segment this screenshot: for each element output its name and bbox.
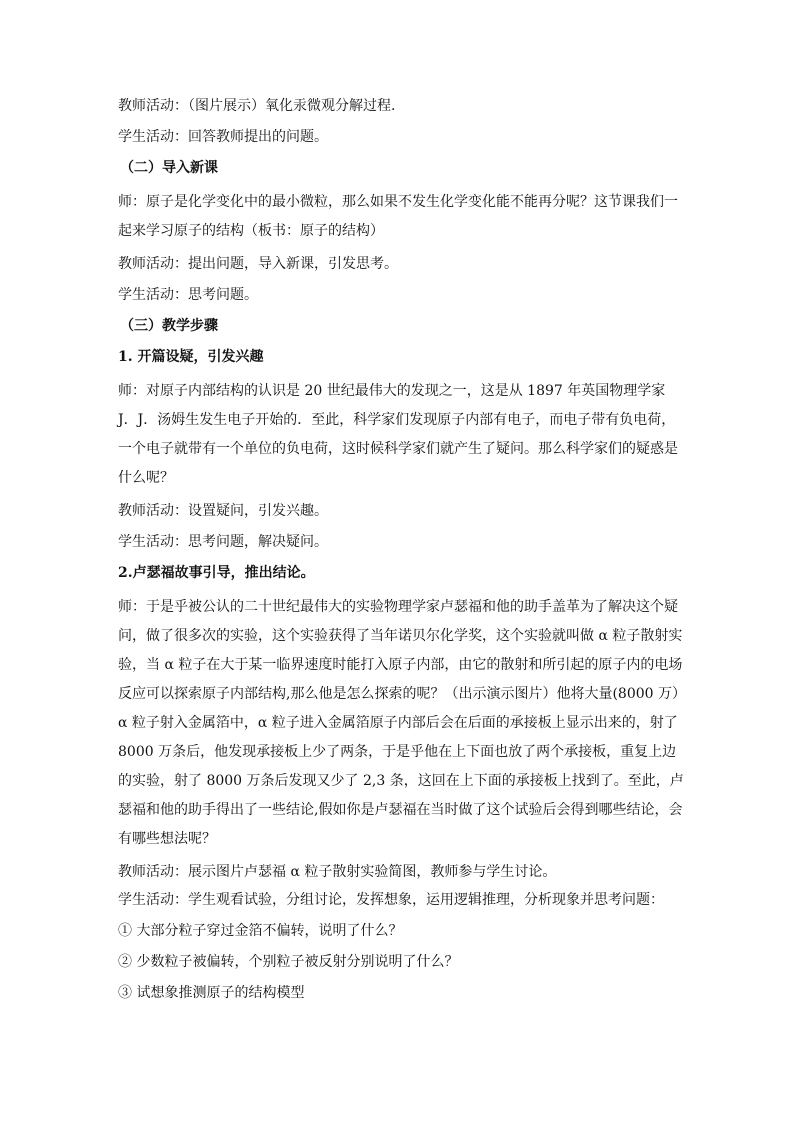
teacher-activity-3: 教师活动：设置疑问，引发兴趣。 <box>118 503 328 519</box>
student-activity-2: 学生活动：思考问题。 <box>118 287 258 303</box>
step-heading-1: 1. 开篇设疑，引发兴趣 <box>118 349 264 365</box>
question-2: ② 少数粒子被偏转，个别粒子被反射分别说明了什么？ <box>118 954 459 970</box>
teacher-paragraph-2: 师：对原子内部结构的认识是 20 世纪最伟大的发现之一，这是从 1897 年英国物理学家 J．J．汤姆生发生电子开始的．至此，科学家们发现原子内部有电子，而电子带有负电荷，一个电子就带有一个单位的负电荷，这时候科学家们就产生了疑问。那么科学家们的疑惑是什么呢？ <box>118 383 678 486</box>
section-heading-3: （三）教学步骤 <box>120 318 218 334</box>
document-page <box>118 96 686 1003</box>
section-heading-2: （二）导入新课 <box>120 160 218 176</box>
teacher-paragraph-3: 师：于是乎被公认的二十世纪最伟大的实验物理学家卢瑟福和他的助手盖革为了解决这个疑问，做了很多次的实验，这个实验获得了当年诺贝尔化学奖，这个实验就叫做 α 粒子散射实验，当 α 粒子在大于某一临界速度时能打入原子内部，由它的散射和所引起的原子内的电场反应可以探索原子内部结构,那么他是怎么探索的呢？（出示演示图片）他将大量(8000 万）α 粒子射入金属箔中，α 粒子进入金属箔原子内部后会在后面的承接板上显示出来的，射了 8000 万条后，他发现承接板上少了两条，于是乎他在上下面也放了两个承接板，重复上边的实验，射了 8000 万条后发现又少了 2,3 条，这回在上下面的承接板上找到了。至此，卢瑟福和他的助手得出了一些结论,假如你是卢瑟福在当时做了这个试验后会得到哪些结论，会有哪些想法呢？ <box>118 599 686 847</box>
question-1: ① 大部分粒子穿过金箔不偏转，说明了什么？ <box>118 923 403 939</box>
teacher-paragraph-1: 师：原子是化学变化中的最小微粒，那么如果不发生化学变化能不能再分呢？这节课我们一起来学习原子的结构（板书：原子的结构） <box>118 194 678 239</box>
student-activity-1: 学生活动：回答教师提出的问题。 <box>118 129 328 145</box>
teacher-activity-1: 教师活动：（图片展示）氧化汞微观分解过程. <box>118 98 396 114</box>
teacher-activity-4: 教师活动：展示图片卢瑟福 α 粒子散射实验简图，教师参与学生讨论。 <box>118 864 557 880</box>
student-activity-4: 学生活动：学生观看试验，分组讨论，发挥想象，运用逻辑推理，分析现象并思考问题： <box>118 892 664 908</box>
question-3: ③ 试想象推测原子的结构模型 <box>118 985 305 1001</box>
step-heading-2: 2.卢瑟福故事引导，推出结论。 <box>118 565 315 581</box>
student-activity-3: 学生活动：思考问题，解决疑问。 <box>118 534 328 550</box>
teacher-activity-2: 教师活动：提出问题，导入新课，引发思考。 <box>118 256 398 272</box>
